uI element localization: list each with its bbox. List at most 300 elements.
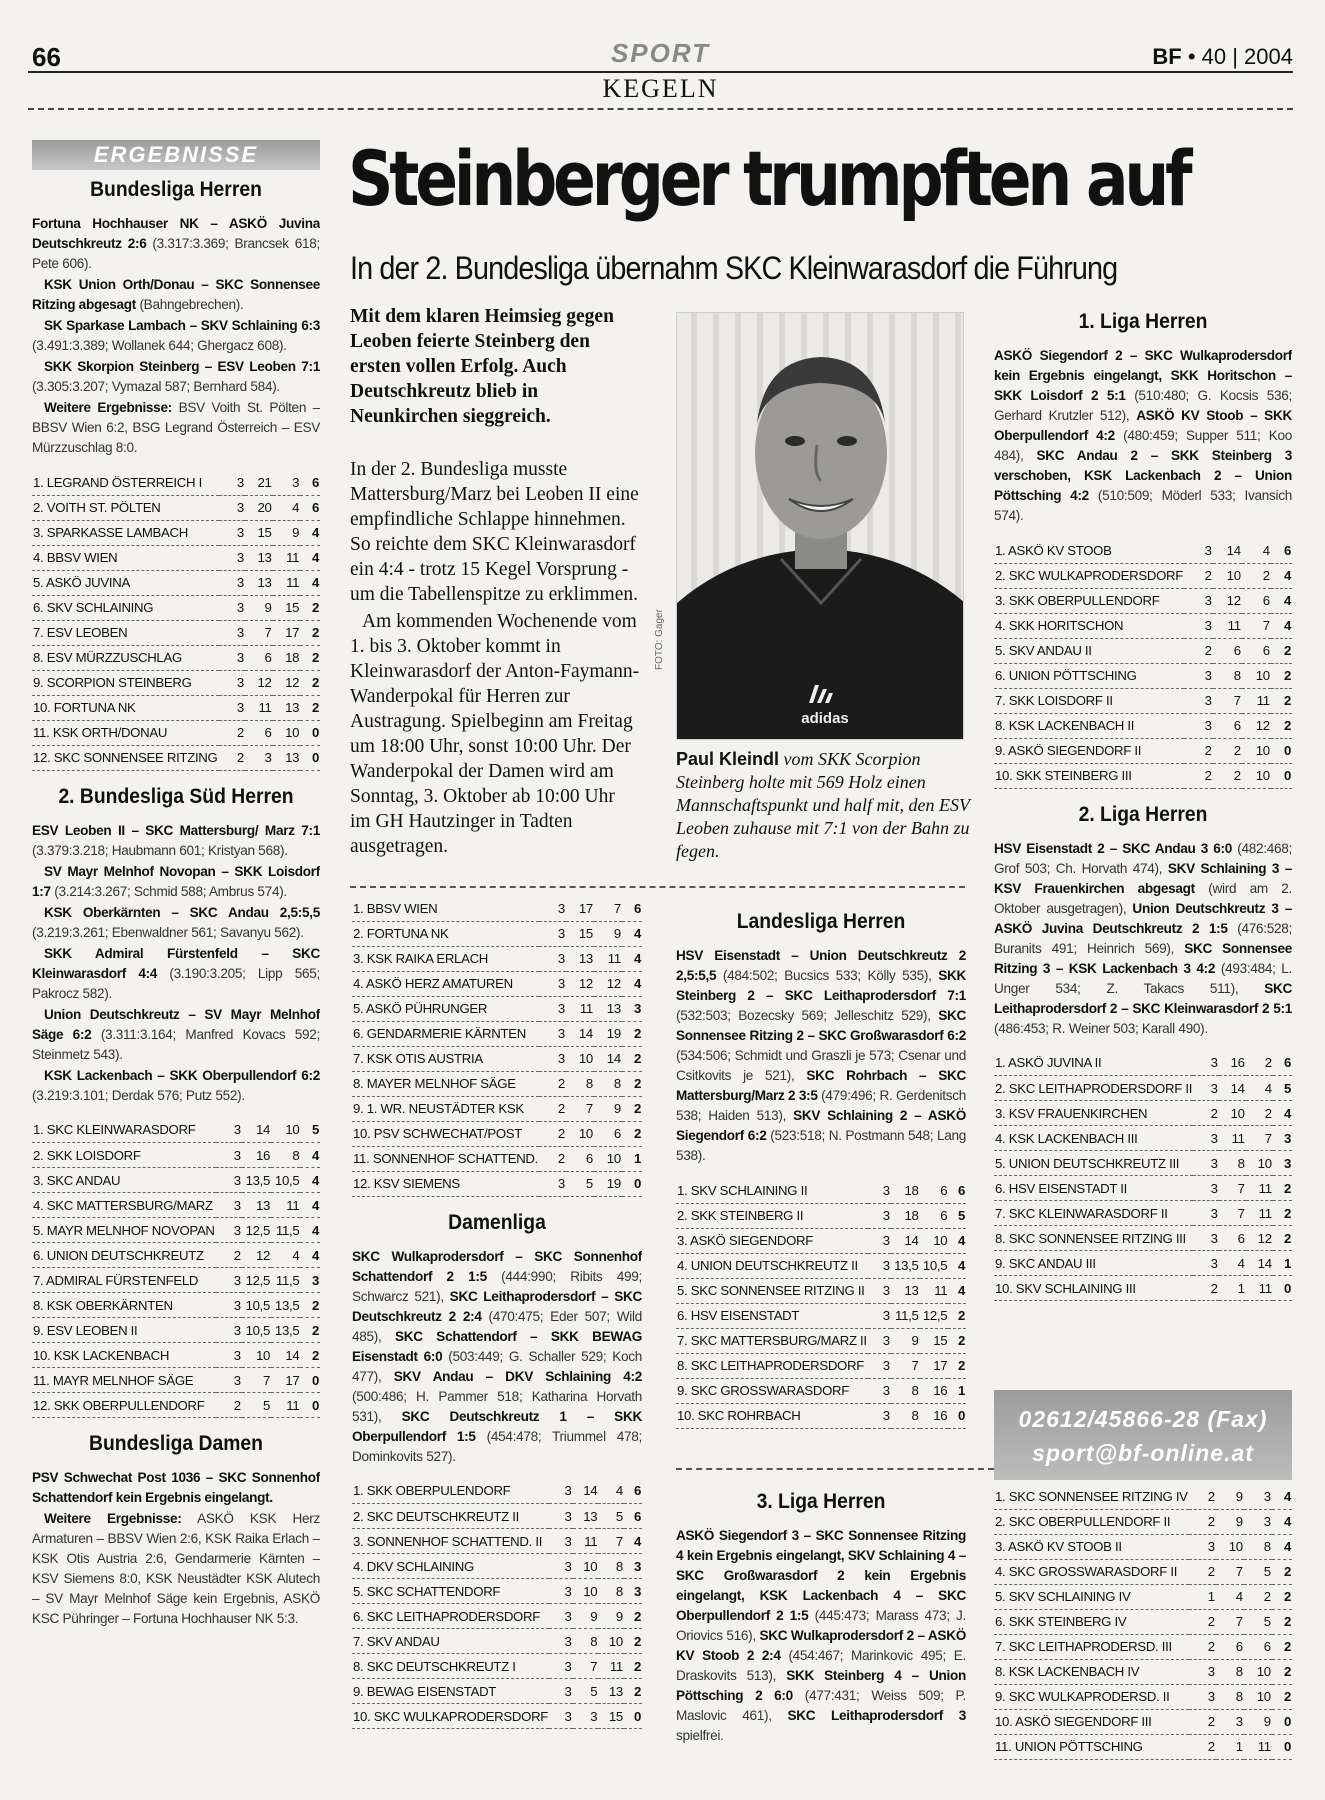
- table-points: 3: [624, 1579, 642, 1604]
- games: 2: [1189, 1484, 1216, 1509]
- won-points: 16: [242, 1143, 271, 1168]
- table-row: [352, 946, 642, 971]
- table-row: [994, 1201, 1292, 1226]
- won-points: 3: [1216, 1709, 1244, 1734]
- table-points: 3: [624, 1554, 642, 1579]
- section-heading: Landesliga Herren: [736, 910, 906, 933]
- games: 3: [549, 1504, 573, 1529]
- lost-points: 8: [594, 1071, 622, 1096]
- match-result: SKC Leithaprodersdorf 3: [787, 1708, 966, 1723]
- table-points: 2: [300, 1293, 320, 1318]
- games: 3: [549, 1554, 573, 1579]
- won-points: 16: [1219, 1051, 1246, 1076]
- games: 3: [868, 1228, 891, 1253]
- team-name: 5. MAYR MELNHOF NOVOPAN: [32, 1218, 216, 1243]
- table-points: 6: [300, 495, 320, 520]
- team-name: 10. SKC WULKAPRODERSDORF: [352, 1704, 549, 1729]
- games: 3: [539, 1021, 566, 1046]
- won-points: 18: [891, 1178, 920, 1203]
- table-row: [676, 1278, 966, 1303]
- team-name: 6. UNION DEUTSCHKREUTZ: [32, 1243, 216, 1268]
- team-name: 3. SONNENHOF SCHATTEND. II: [352, 1529, 549, 1554]
- team-name: 6. SKK STEINBERG IV: [994, 1609, 1189, 1634]
- standings-table: [676, 1178, 966, 1429]
- table-row: [994, 1634, 1292, 1659]
- match-detail: spielfrei.: [676, 1728, 724, 1743]
- table-points: 2: [300, 1343, 320, 1368]
- table-row: [352, 896, 642, 921]
- won-points: 8: [891, 1378, 920, 1403]
- games: 3: [1193, 1151, 1219, 1176]
- standings-table: [994, 1051, 1292, 1302]
- games: 3: [216, 1318, 242, 1343]
- lost-points: 3: [273, 470, 301, 495]
- divider: [676, 1468, 994, 1470]
- games: 3: [549, 1654, 573, 1679]
- won-points: 2: [1213, 763, 1242, 788]
- table-points: 2: [1272, 1609, 1292, 1634]
- games: 3: [1189, 1659, 1216, 1684]
- won-points: 10: [1216, 1534, 1244, 1559]
- table-row: [994, 688, 1292, 713]
- table-row: [676, 1178, 966, 1203]
- subsection-title: KEGELN: [602, 74, 719, 103]
- lost-points: 12: [594, 971, 622, 996]
- match-detail: BSV Voith St. Pölten – BBSV Wien 6:2, BSG Legrand Österreich – ESV Mürzzuschlag 8:0.: [32, 400, 320, 455]
- table-row: [994, 638, 1292, 663]
- won-points: 21: [245, 470, 273, 495]
- match-result: SKK Steinberg 2 – SKC Leithaprodersdorf 7:1: [676, 968, 966, 1003]
- table-points: 2: [1273, 1201, 1292, 1226]
- table-row: [994, 1584, 1292, 1609]
- won-points: 11: [245, 695, 273, 720]
- result-paragraph: [994, 346, 1292, 526]
- match-detail: (3.219:3.101; Derdak 576; Putz 552).: [32, 1087, 245, 1103]
- table-row: [32, 1343, 320, 1368]
- team-name: 5. UNION DEUTSCHKREUTZ III: [994, 1151, 1193, 1176]
- team-name: 6. SKV SCHLAINING: [32, 595, 219, 620]
- team-name: 8. ESV MÜRZZUSCHLAG: [32, 645, 219, 670]
- games: 2: [1184, 638, 1213, 663]
- caption-text: vom SKK Scorpion Steinberg holte mit 569 Holz einen Mannschaftspunkt und half mit, den ESV Leoben zuhause mit 7:1 von der Bahn zu fegen.: [676, 749, 970, 861]
- won-points: 8: [1216, 1659, 1244, 1684]
- team-name: 5. SKV ANDAU II: [994, 638, 1184, 663]
- table-points: 2: [622, 1046, 642, 1071]
- table-points: 3: [1273, 1126, 1292, 1151]
- table-points: 2: [622, 1121, 642, 1146]
- table-row: [32, 695, 320, 720]
- team-name: 4. ASKÖ HERZ AMATUREN: [352, 971, 539, 996]
- match-result: SKV Schlaining 2 – ASKÖ Siegendorf 6:2: [676, 1108, 966, 1143]
- table-row: [32, 595, 320, 620]
- games: 3: [549, 1529, 573, 1554]
- games: 2: [1184, 738, 1213, 763]
- lost-points: 3: [1244, 1509, 1272, 1534]
- table-row: [352, 1171, 642, 1196]
- games: 3: [539, 996, 566, 1021]
- games: 3: [1193, 1126, 1219, 1151]
- won-points: 14: [891, 1228, 920, 1253]
- won-points: 7: [242, 1368, 271, 1393]
- table-points: 1: [948, 1378, 966, 1403]
- lost-points: 10,5: [920, 1253, 949, 1278]
- games: 3: [868, 1353, 891, 1378]
- contact-email[interactable]: sport@bf-online.at: [1032, 1440, 1254, 1466]
- lost-points: 14: [594, 1046, 622, 1071]
- team-name: 12. SKC SONNENSEE RITZING: [32, 745, 219, 770]
- table-row: [994, 1101, 1292, 1126]
- table-row: [994, 1509, 1292, 1534]
- games: 3: [549, 1604, 573, 1629]
- table-row: [32, 620, 320, 645]
- won-points: 6: [245, 720, 273, 745]
- divider: [350, 886, 965, 888]
- games: 3: [549, 1704, 573, 1729]
- games: 3: [539, 971, 566, 996]
- lost-points: 13: [273, 745, 301, 770]
- table-row: [994, 1609, 1292, 1634]
- won-points: 7: [573, 1654, 599, 1679]
- won-points: 13,5: [242, 1168, 271, 1193]
- team-name: 5. SKC SCHATTENDORF: [352, 1579, 549, 1604]
- result-paragraph: [32, 903, 320, 943]
- table-row: [994, 1534, 1292, 1559]
- won-points: 6: [1213, 713, 1242, 738]
- team-name: 7. SKC KLEINWARASDORF II: [994, 1201, 1193, 1226]
- standings-table: [352, 896, 642, 1197]
- match-result: KSK Union Orth/Donau – SKC Sonnensee Ritzing abgesagt: [32, 277, 320, 312]
- match-detail: (3.491:3.389; Wollanek 644; Ghergacz 608).: [32, 338, 287, 353]
- article-lead: Mit dem klaren Heimsieg gegen Leoben feierte Steinberg den ersten vollen Erfolg. Auch Deutschkreutz blieb in Neunkirchen sieggreich.: [350, 306, 614, 427]
- table-points: 6: [948, 1178, 966, 1203]
- team-name: 2. SKC OBERPULLENDORF II: [994, 1509, 1189, 1534]
- results-text: [32, 1468, 320, 1629]
- table-points: 4: [1273, 1101, 1292, 1126]
- table-points: 6: [624, 1504, 642, 1529]
- table-points: 2: [948, 1328, 966, 1353]
- table-row: [352, 1146, 642, 1171]
- team-name: 7. SKC LEITHAPRODERSD. III: [994, 1634, 1189, 1659]
- table-row: [352, 1504, 642, 1529]
- games: 3: [868, 1303, 891, 1328]
- match-result: SKC Leithaprodersdorf – SKC Deutschkreutz 2 2:4: [352, 1288, 642, 1324]
- won-points: 14: [573, 1479, 599, 1504]
- lost-points: 11: [273, 545, 301, 570]
- won-points: 5: [573, 1679, 599, 1704]
- won-points: 11: [1219, 1126, 1246, 1151]
- table-row: [994, 1684, 1292, 1709]
- team-name: 7. ESV LEOBEN: [32, 620, 219, 645]
- lost-points: 11: [1246, 1201, 1273, 1226]
- team-name: 9. SKC WULKAPRODERSD. II: [994, 1684, 1189, 1709]
- lost-points: 2: [1246, 1051, 1273, 1076]
- won-points: 15: [566, 921, 594, 946]
- adidas-logo: adidas: [801, 710, 849, 727]
- table-points: 2: [624, 1654, 642, 1679]
- lost-points: 6: [920, 1178, 949, 1203]
- match-result: Weitere Ergebnisse:: [44, 1511, 182, 1526]
- team-name: 10. KSK LACKENBACH: [32, 1343, 216, 1368]
- games: 2: [1193, 1276, 1219, 1301]
- games: 3: [219, 495, 245, 520]
- result-paragraph: [676, 946, 966, 1166]
- result-paragraph: [32, 862, 320, 902]
- team-name: 4. BBSV WIEN: [32, 545, 219, 570]
- won-points: 14: [566, 1021, 594, 1046]
- table-row: [994, 1734, 1292, 1759]
- table-row: [352, 921, 642, 946]
- team-name: 2. SKC DEUTSCHKREUTZ II: [352, 1504, 549, 1529]
- games: 3: [219, 595, 245, 620]
- won-points: 8: [1213, 663, 1242, 688]
- match-result: SKC Wulkaprodersdorf 2 – ASKÖ KV Stoob 2 2:4: [676, 1628, 966, 1663]
- won-points: 8: [566, 1071, 594, 1096]
- lost-points: 16: [920, 1378, 949, 1403]
- article-headline: Steinberger trumpften auf: [348, 134, 1189, 223]
- match-detail: (3.305:3.207; Vymazal 587; Bernhard 584).: [32, 379, 280, 394]
- lost-points: 5: [1244, 1609, 1272, 1634]
- won-points: 3: [573, 1704, 599, 1729]
- won-points: 13: [566, 946, 594, 971]
- lost-points: 10: [273, 720, 301, 745]
- lost-points: 8: [598, 1554, 624, 1579]
- match-detail: (3.379:3.218; Haubmann 601; Kristyan 568).: [32, 842, 288, 858]
- games: 2: [219, 720, 245, 745]
- lost-points: 10: [1242, 663, 1271, 688]
- team-name: 3. ASKÖ KV STOOB II: [994, 1534, 1189, 1559]
- right-column-lower: [994, 1484, 1292, 1794]
- match-detail: (493:484; L. Unger 534; Z. Takacs 511),: [994, 960, 1292, 996]
- lost-points: 9: [273, 520, 301, 545]
- table-row: [994, 1126, 1292, 1151]
- games: 2: [216, 1243, 242, 1268]
- lost-points: 10: [1246, 1151, 1273, 1176]
- table-row: [32, 1318, 320, 1343]
- won-points: 10: [1219, 1101, 1246, 1126]
- match-detail: (503:449; G. Schaller 529; Koch 477),: [352, 1348, 642, 1384]
- team-name: 8. SKC DEUTSCHKREUTZ I: [352, 1654, 549, 1679]
- article-paragraph: In der 2. Bundesliga musste Mattersburg/Marz bei Leoben II eine empfindliche Schlappe hinnehmen. So reichte dem SKC Kleinwarasdorf ein 4:4 - trotz 15 Kegel Vorsprung - um die Tabellenspitze zu erklimmen.: [350, 459, 639, 605]
- table-points: 0: [300, 1393, 320, 1418]
- table-points: 2: [1272, 1584, 1292, 1609]
- match-result: ASKÖ Siegendorf 2 – SKC Wulkaprodersdorf kein Ergebnis eingelangt, SKK Horitschon – SKK Loisdorf 2 5:1: [994, 348, 1292, 403]
- games: 3: [868, 1178, 891, 1203]
- table-points: 4: [300, 1168, 320, 1193]
- table-row: [676, 1403, 966, 1428]
- won-points: 9: [1216, 1484, 1244, 1509]
- won-points: 13,5: [891, 1253, 920, 1278]
- won-points: 7: [1219, 1201, 1246, 1226]
- won-points: 13: [242, 1193, 271, 1218]
- lost-points: 4: [1242, 538, 1271, 563]
- won-points: 11,5: [891, 1303, 920, 1328]
- result-paragraph: [994, 839, 1292, 1039]
- lost-points: 10: [1244, 1684, 1272, 1709]
- team-name: 4. KSK LACKENBACH III: [994, 1126, 1193, 1151]
- team-name: 11. UNION PÖTTSCHING: [994, 1734, 1189, 1759]
- lost-points: 13: [273, 695, 301, 720]
- table-row: [994, 763, 1292, 788]
- third-column-lower: [676, 1484, 966, 1794]
- standings-table: [352, 1479, 642, 1730]
- team-name: 10. ASKÖ SIEGENDORF III: [994, 1709, 1189, 1734]
- games: 2: [1189, 1634, 1216, 1659]
- lost-points: 11: [1246, 1176, 1273, 1201]
- section-heading: 2. Liga Herren: [1078, 802, 1208, 826]
- table-row: [994, 738, 1292, 763]
- lost-points: 4: [598, 1479, 624, 1504]
- match-result: ASKÖ KV Stoob – SKK Oberpullendorf 4:2: [994, 408, 1292, 443]
- match-result: SKC Sonnensee Ritzing 2 – SKC Großwarasdorf 6:2: [676, 1008, 966, 1043]
- games: 2: [1189, 1709, 1216, 1734]
- team-name: 7. SKK LOISDORF II: [994, 688, 1184, 713]
- page-header: [28, 38, 1293, 108]
- lost-points: 12,5: [920, 1303, 949, 1328]
- lost-points: 10: [1242, 763, 1271, 788]
- games: 2: [219, 745, 245, 770]
- section-heading: 1. Liga Herren: [1078, 310, 1208, 333]
- table-row: [994, 588, 1292, 613]
- won-points: 9: [573, 1604, 599, 1629]
- table-points: 4: [1272, 1509, 1292, 1534]
- table-points: 4: [1272, 1484, 1292, 1509]
- games: 3: [219, 470, 245, 495]
- team-name: 4. UNION DEUTSCHKREUTZ II: [676, 1253, 868, 1278]
- lost-points: 12: [1246, 1226, 1273, 1251]
- results-tag: ERGEBNISSE: [32, 140, 320, 170]
- table-row: [352, 1046, 642, 1071]
- lost-points: 11,5: [271, 1218, 300, 1243]
- games: 2: [539, 1071, 566, 1096]
- match-result: SKC Schattendorf – SKK BEWAG Eisenstadt 6:0: [352, 1328, 642, 1364]
- third-column: [676, 904, 966, 1464]
- games: 3: [216, 1118, 242, 1143]
- results-text: [676, 1526, 966, 1746]
- table-row: [32, 1393, 320, 1418]
- won-points: 12: [566, 971, 594, 996]
- table-points: 2: [1271, 713, 1292, 738]
- team-name: 8. KSK LACKENBACH IV: [994, 1659, 1189, 1684]
- match-detail: (3.190:3.205; Lipp 565; Pakrocz 582).: [32, 965, 320, 1001]
- team-name: 6. SKC LEITHAPRODERSDORF: [352, 1604, 549, 1629]
- match-detail: (477:431; Weiss 509; P. Maslovic 461),: [676, 1688, 966, 1723]
- article-body: [350, 304, 640, 859]
- page-number: 66: [32, 42, 61, 72]
- header-divider: [28, 108, 1293, 110]
- won-points: 8: [1216, 1684, 1244, 1709]
- table-points: 5: [300, 1118, 320, 1143]
- table-points: 2: [622, 1021, 642, 1046]
- team-name: 2. SKK LOISDORF: [32, 1143, 216, 1168]
- team-name: 7. SKV ANDAU: [352, 1629, 549, 1654]
- table-row: [352, 971, 642, 996]
- table-points: 0: [300, 745, 320, 770]
- match-detail: (454:478; Triummel 478; Dominkovits 527).: [352, 1428, 642, 1464]
- match-detail: (3.219:3.261; Ebenwaldner 561; Savanyu 562).: [32, 924, 304, 940]
- table-row: [32, 1268, 320, 1293]
- result-paragraph: [32, 1066, 320, 1106]
- games: 1: [1189, 1584, 1216, 1609]
- match-result: ESV Leoben II – SKC Mattersburg/ Marz 7:1: [32, 822, 320, 838]
- team-name: 1. BBSV WIEN: [352, 896, 539, 921]
- won-points: 9: [891, 1328, 920, 1353]
- result-paragraph: [32, 1509, 320, 1629]
- table-row: [32, 1243, 320, 1268]
- table-row: [994, 663, 1292, 688]
- table-row: [994, 1484, 1292, 1509]
- table-points: 3: [622, 996, 642, 1021]
- lost-points: 2: [1244, 1584, 1272, 1609]
- result-paragraph: [32, 316, 320, 356]
- standings-table: [994, 1484, 1292, 1760]
- lost-points: 11: [1246, 1276, 1273, 1301]
- results-text: [352, 1247, 642, 1467]
- table-points: 4: [300, 520, 320, 545]
- won-points: 4: [1216, 1584, 1244, 1609]
- table-row: [352, 1604, 642, 1629]
- table-points: 2: [1272, 1559, 1292, 1584]
- games: 3: [549, 1579, 573, 1604]
- table-row: [352, 1629, 642, 1654]
- games: 2: [539, 1146, 566, 1171]
- games: 3: [868, 1378, 891, 1403]
- games: 3: [216, 1218, 242, 1243]
- table-points: 4: [300, 1193, 320, 1218]
- games: 3: [1193, 1201, 1219, 1226]
- table-row: [676, 1253, 966, 1278]
- match-result: HSV Eisenstadt – Union Deutschkreutz 2 2,5:5,5: [676, 948, 966, 983]
- lost-points: 11: [1244, 1734, 1272, 1759]
- won-points: 8: [1219, 1151, 1246, 1176]
- table-row: [32, 670, 320, 695]
- table-points: 2: [624, 1629, 642, 1654]
- result-paragraph: [32, 275, 320, 315]
- won-points: 7: [1213, 688, 1242, 713]
- lost-points: 10,5: [271, 1168, 300, 1193]
- table-row: [352, 1121, 642, 1146]
- right-column: [994, 304, 1292, 1388]
- team-name: 1. SKV SCHLAINING II: [676, 1178, 868, 1203]
- games: 2: [1189, 1509, 1216, 1534]
- won-points: 18: [891, 1203, 920, 1228]
- games: 3: [1184, 688, 1213, 713]
- section-heading: 2. Bundesliga Süd Herren: [58, 784, 294, 808]
- match-detail: (3.311:3.164; Manfred Kovacs 592; Steinmetz 543).: [32, 1026, 320, 1062]
- games: 3: [1193, 1051, 1219, 1076]
- games: 3: [539, 946, 566, 971]
- match-result: SKC Sonnensee Ritzing 3 – KSK Lackenbach 3 4:2: [994, 940, 1292, 976]
- games: 2: [216, 1393, 242, 1418]
- games: 3: [219, 520, 245, 545]
- lost-points: 14: [1246, 1251, 1273, 1276]
- match-result: SK Sparkase Lambach – SKV Schlaining 6:3: [44, 318, 320, 333]
- won-points: 7: [891, 1353, 920, 1378]
- table-row: [32, 470, 320, 495]
- games: 3: [216, 1168, 242, 1193]
- lost-points: 7: [598, 1529, 624, 1554]
- games: 3: [1189, 1534, 1216, 1559]
- match-result: PSV Schwechat Post 1036 – SKC Sonnenhof Schattendorf kein Ergebnis eingelangt.: [32, 1470, 320, 1505]
- won-points: 7: [1216, 1559, 1244, 1584]
- table-points: 4: [624, 1529, 642, 1554]
- team-name: 2. SKC LEITHAPRODERSDORF II: [994, 1076, 1193, 1101]
- table-points: 2: [300, 645, 320, 670]
- team-name: 9. BEWAG EISENSTADT: [352, 1679, 549, 1704]
- result-paragraph: [32, 1468, 320, 1508]
- table-points: 2: [1272, 1634, 1292, 1659]
- table-points: 4: [622, 971, 642, 996]
- won-points: 10,5: [242, 1318, 271, 1343]
